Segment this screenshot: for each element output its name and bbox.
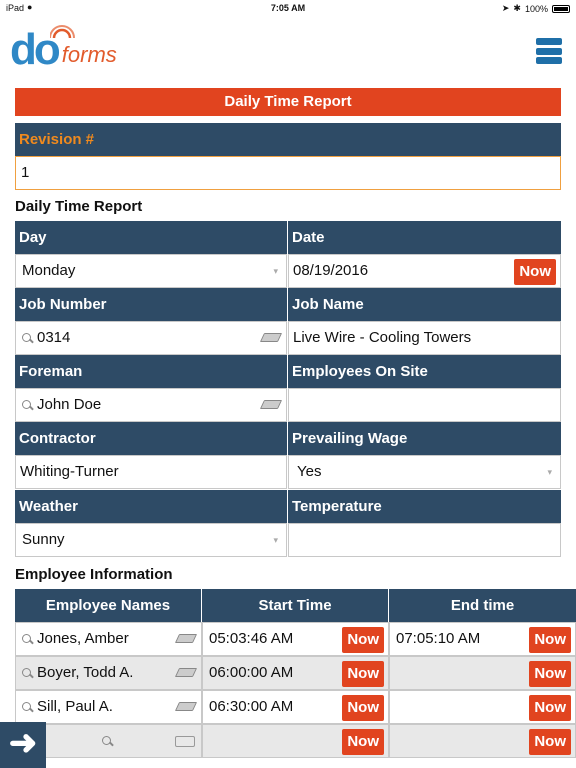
employee-name-field[interactable] [15, 656, 202, 690]
job-number-label: Job Number [15, 288, 287, 321]
search-icon [22, 702, 31, 711]
section-label-employees: Employee Information [15, 566, 173, 583]
job-name-field[interactable] [288, 321, 561, 355]
revision-input[interactable]: 1 [15, 156, 561, 190]
carrier-label: iPad [6, 3, 25, 13]
employee-name-field[interactable] [15, 622, 202, 656]
employees-on-site-label: Employees On Site [288, 355, 561, 388]
start-time-field[interactable] [202, 656, 389, 690]
start-now-button[interactable]: Now [342, 627, 384, 653]
job-number-field[interactable] [15, 321, 287, 355]
search-icon [22, 634, 31, 643]
start-now-button[interactable]: Now [342, 729, 384, 755]
hamburger-menu-icon[interactable] [536, 38, 562, 64]
foreman-value: John Doe [37, 396, 102, 413]
date-value: 08/19/2016 [293, 262, 369, 279]
logo-forms-text: forms [61, 42, 117, 67]
employee-name-value: Jones, Amber [37, 630, 129, 647]
date-field[interactable] [288, 254, 561, 288]
column-header-end-time: End time [389, 589, 576, 622]
start-time-value: 06:00:00 AM [209, 664, 294, 681]
eraser-icon[interactable] [260, 400, 282, 409]
end-time-field[interactable] [389, 724, 576, 758]
employees-on-site-field[interactable] [288, 388, 561, 422]
start-time-field[interactable] [202, 690, 389, 724]
search-icon [22, 333, 31, 342]
temperature-field[interactable] [288, 523, 561, 557]
revision-label: Revision # [15, 123, 561, 156]
start-now-button[interactable]: Now [342, 695, 384, 721]
app-header [0, 18, 576, 84]
end-now-button[interactable]: Now [529, 695, 571, 721]
battery-percent: 100% [524, 3, 548, 14]
eraser-icon[interactable] [175, 634, 197, 643]
job-name-label: Job Name [288, 288, 561, 321]
end-now-button[interactable]: Now [529, 627, 571, 653]
end-time-field[interactable] [389, 656, 576, 690]
status-right [502, 3, 570, 14]
day-select[interactable] [15, 254, 287, 288]
status-time: 7:05 AM [270, 3, 306, 13]
keyboard-icon[interactable] [175, 736, 195, 747]
eraser-icon[interactable] [175, 668, 197, 677]
contractor-field[interactable] [15, 455, 287, 489]
forward-arrow-icon[interactable]: ➜ [0, 722, 46, 768]
section-label-daily: Daily Time Report [15, 198, 143, 215]
start-time-field[interactable] [202, 622, 389, 656]
prevailing-wage-label: Prevailing Wage [288, 422, 561, 455]
foreman-label: Foreman [15, 355, 287, 388]
contractor-label: Contractor [15, 422, 287, 455]
job-name-value: Live Wire - Cooling Towers [293, 329, 472, 346]
day-value: Monday [22, 262, 76, 279]
date-now-button[interactable]: Now [514, 259, 556, 285]
end-now-button[interactable]: Now [529, 661, 571, 687]
logo-do-text: do [10, 25, 58, 74]
signal-arc-icon [50, 24, 76, 44]
end-now-button[interactable]: Now [529, 729, 571, 755]
eraser-icon[interactable] [175, 702, 197, 711]
start-time-field[interactable] [202, 724, 389, 758]
weather-select[interactable] [15, 523, 287, 557]
prevailing-wage-select[interactable] [288, 455, 561, 489]
end-time-value: 07:05:10 AM [396, 630, 481, 647]
search-icon [102, 736, 111, 745]
search-icon [22, 400, 31, 409]
temperature-label: Temperature [288, 490, 561, 523]
start-now-button[interactable]: Now [342, 661, 384, 687]
wifi-icon: ● [27, 2, 33, 12]
form-title: Daily Time Report [15, 88, 561, 116]
end-time-field[interactable] [389, 690, 576, 724]
column-header-start-time: Start Time [202, 589, 388, 622]
doforms-logo [10, 25, 117, 74]
employee-name-field[interactable] [15, 690, 202, 724]
start-time-value: 05:03:46 AM [209, 630, 294, 647]
date-label: Date [288, 221, 561, 254]
weather-value: Sunny [22, 531, 65, 548]
contractor-value: Whiting-Turner [20, 463, 119, 480]
search-icon [22, 668, 31, 677]
job-number-value: 0314 [37, 329, 71, 346]
employee-name-value: Sill, Paul A. [37, 698, 113, 715]
bluetooth-icon: ✱ [513, 3, 521, 13]
employee-name-value: Boyer, Todd A. [37, 664, 134, 681]
eraser-icon[interactable] [260, 333, 282, 342]
start-time-value: 06:30:00 AM [209, 698, 294, 715]
prevailing-wage-value: Yes [297, 463, 322, 480]
battery-icon [552, 5, 570, 13]
end-time-field[interactable] [389, 622, 576, 656]
status-bar [0, 0, 576, 18]
foreman-field[interactable] [15, 388, 287, 422]
day-label: Day [15, 221, 287, 254]
column-header-employee-names: Employee Names [15, 589, 201, 622]
location-icon: ➤ [501, 3, 510, 13]
weather-label: Weather [15, 490, 287, 523]
